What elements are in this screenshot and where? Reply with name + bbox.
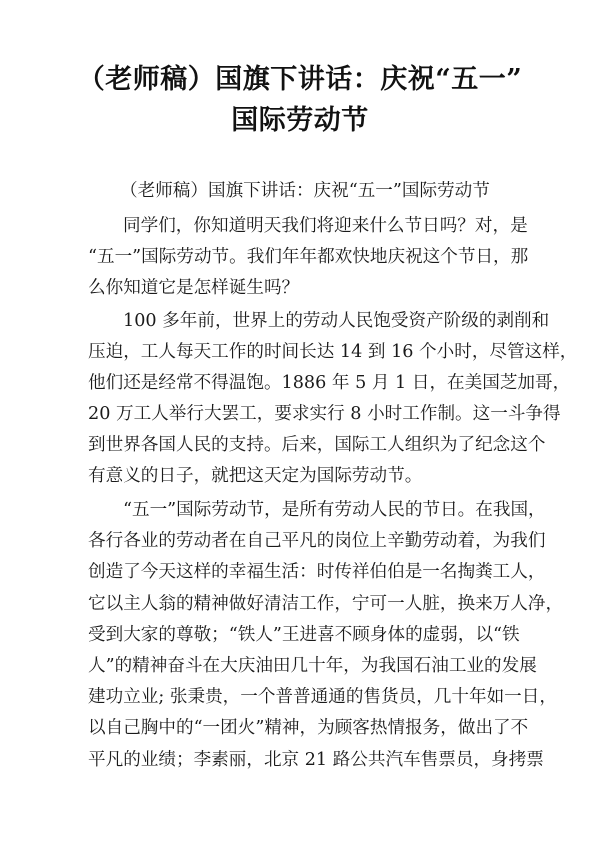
- paragraph-line: 平凡的业绩；李素丽，北京 21 路公共汽车售票员，身拷票: [88, 750, 544, 770]
- document-title-line-1: （老师稿）国旗下讲话：庆祝“五一”: [77, 64, 523, 95]
- paragraph-line: 受到大家的尊敬；“铁人”王进喜不顾身体的虚弱，以“铁: [88, 625, 520, 645]
- paragraph-line: 压迫，工人每天工作的时间长达 14 到 16 个小时，尽管这样，: [88, 342, 578, 362]
- document-subtitle: （老师稿）国旗下讲话：庆祝“五一”国际劳动节: [120, 181, 490, 201]
- paragraph-line: 它以主人翁的精神做好清洁工作，宁可一人脏，换来万人净，: [88, 594, 564, 614]
- paragraph-line: 人”的精神奋斗在大庆油田几十年，为我国石油工业的发展: [88, 656, 537, 676]
- paragraph-line: 到世界各国人民的支持。后来，国际工人组织为了纪念这个: [88, 435, 546, 455]
- paragraph-line: 他们还是经常不得温饱。1886 年 5 月 1 日，在美国芝加哥，: [88, 373, 571, 393]
- paragraph-line: 么你知道它是怎样诞生吗？: [88, 278, 300, 298]
- paragraph-line: 创造了今天这样的幸福生活：时传祥伯伯是一名掏粪工人，: [88, 562, 546, 582]
- paragraph-line: “五一”国际劳动节，是所有劳动人民的节日。在我国，: [123, 500, 546, 520]
- paragraph-line: “五一”国际劳动节。我们年年都欢快地庆祝这个节日，那: [88, 247, 529, 267]
- paragraph-line: 各行各业的劳动者在自己平凡的岗位上辛勤劳动着，为我们: [88, 531, 546, 551]
- document-title-line-2: 国际劳动节: [231, 105, 369, 136]
- paragraph-line: 以自己胸中的“一团火”精神，为顾客热情报务，做出了不: [88, 718, 529, 738]
- paragraph-line: 同学们，你知道明天我们将迎来什么节日吗？对，是: [123, 216, 528, 236]
- paragraph-line: 100 多年前，世界上的劳动人民饱受资产阶级的剥削和: [123, 311, 550, 331]
- paragraph-line: 有意义的日子，就把这天定为国际劳动节。: [88, 466, 423, 486]
- paragraph-line: 20 万工人举行大罢工，要求实行 8 小时工作制。这一斗争得: [88, 404, 561, 424]
- paragraph-line: 建功立业; 张秉贵，一个普普通通的售货员，几十年如一日，: [88, 687, 557, 707]
